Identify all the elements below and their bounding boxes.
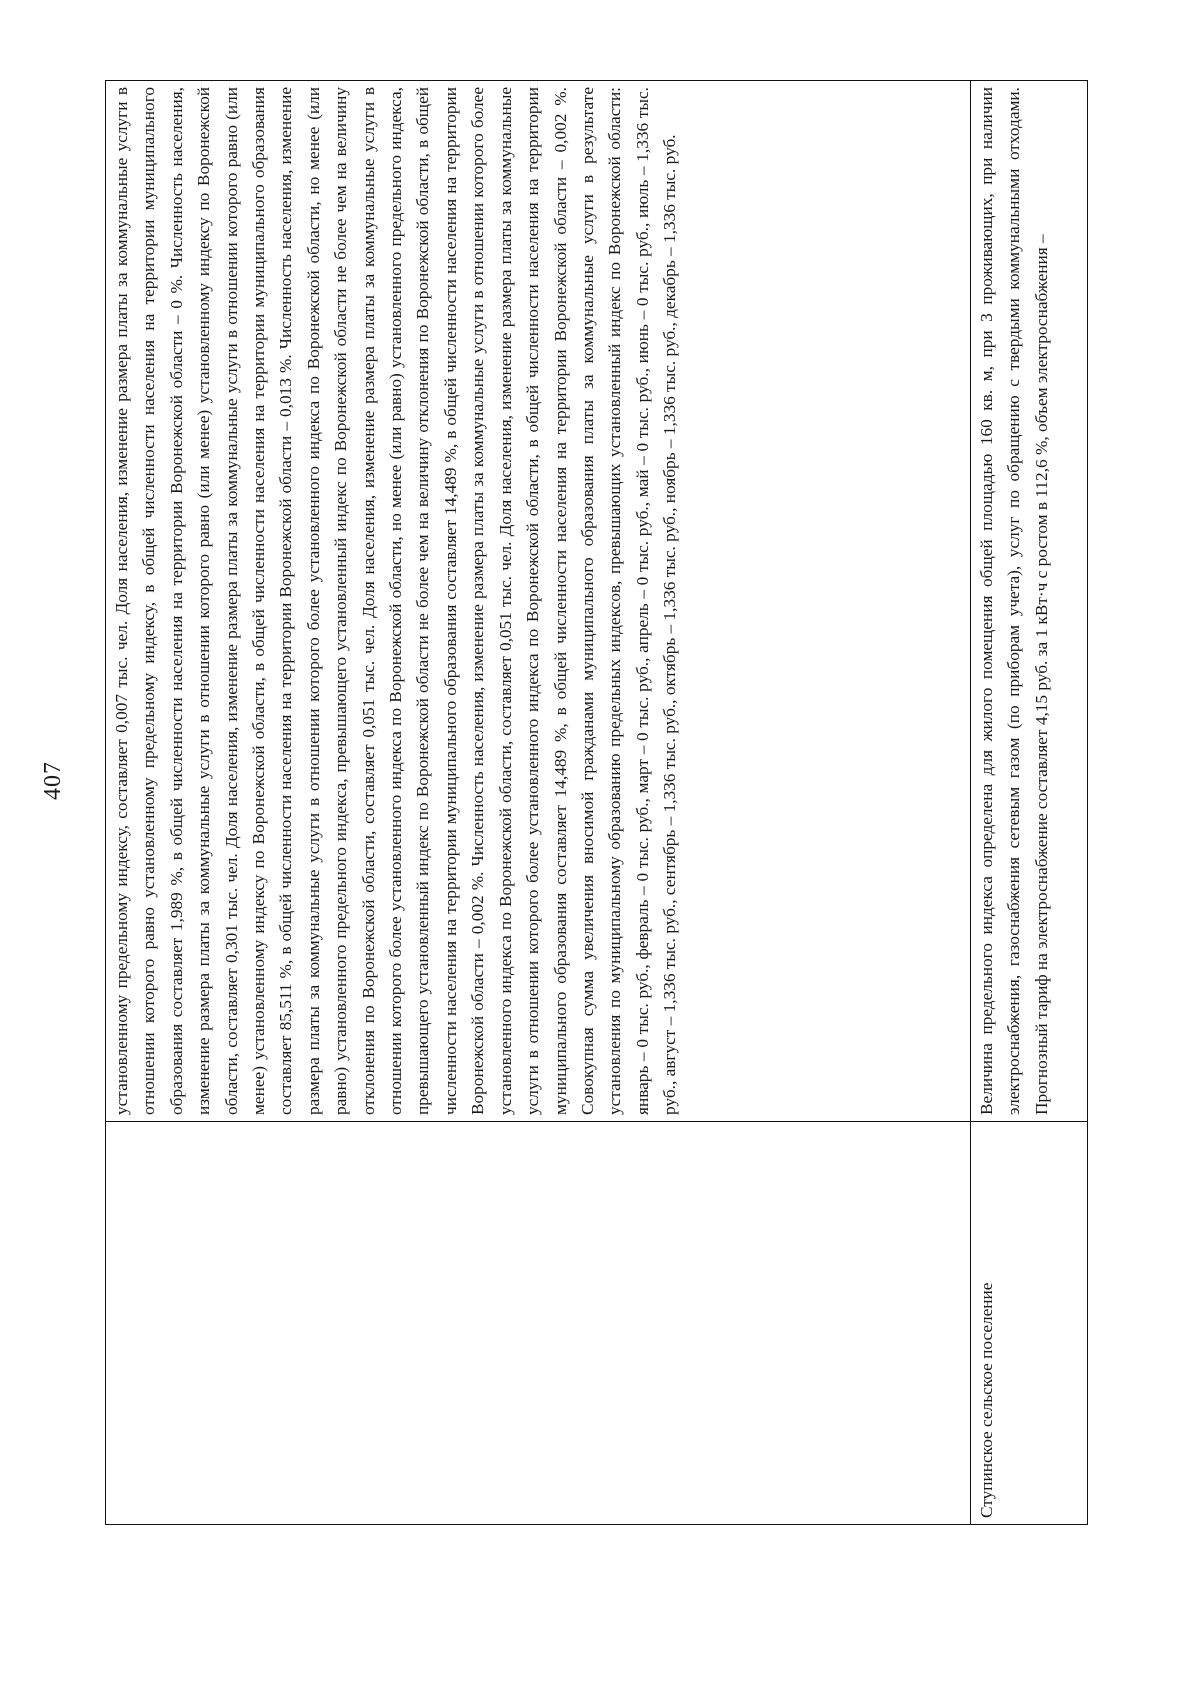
table-row [971,81,1088,1525]
description-text: Величина предельного индекса определена для жилого помещения общей площадью 160 кв. м, при 3 проживающих, при наличии электроснабжения, газоснабжения сетевым газом (по приборам учета), услуг по обращению с твердыми коммунальными отходами. Прогнозный тариф на электроснабжение составляет 4,15 руб. за 1 кВт·ч с ростом в 112,6 %, объем электроснабжения – [977,87,1051,1115]
page-number: 407 [40,761,66,800]
municipality-name: Ступинское сельское поселение [977,1282,996,1518]
table-row [106,81,971,1525]
description-text: установленному предельному индексу, составляет 0,007 тыс. чел. Доля населения, изменение размера платы за коммунальные услуги в отношении которого равно установленному предельному индексу, в общей численности населения на территории муниципального образования составляет 1,989 %, в общей численности населения на территории Воронежской области – 0 %. Численность населения, изменение размера платы за коммунальные услуги в отношении которого равно (или менее) установленному индексу по Воронежской области, составляет 0,301 тыс. чел. Доля населения, изменение размера платы за коммунальные услуги в отношении которого равно (или менее) установленному индексу по Воронежской области, в общей численности населения на территории муниципального образования составляет 85,511 %, в общей численности населения на территории Воронежской области – 0,013 %. Численность населения, изменение размера платы за коммунальные услуги в отношении которого более установленного индекса по Воронежской области, но менее (или равно) установленного предельного индекса, превышающего установленный индекс по Воронежской области не более чем на величину отклонения по Воронежской области, составляет 0,051 тыс. чел. Доля населения, изменение размера платы за коммунальные услуги в отношении которого более установленного индекса по Воронежской области, но менее (или равно) установленного предельного индекса, превышающего установленный индекс по Воронежской области не более чем на величину отклонения по Воронежской области, в общей численности населения на территории муниципального образования составляет 14,489 %, в общей численности населения на территории Воронежской области – 0,002 %. Численность населения, изменение размера платы за коммунальные услуги в отношении которого более установленного индекса по Воронежской области, составляет 0,051 тыс. чел. Доля населения, изменение размера платы за коммунальные услуги в отношении которого более установленного индекса по Воронежской области, в общей численности населения на территории муниципального образования составляет 14,489 %, в общей численности населения на территории Воронежской области – 0,002 %. Совокупная сумма увеличения вносимой гражданами муниципального образования платы за коммунальные услуги в результате установления по муниципальному образованию предельных индексов, превышающих установленный индекс по Воронежской области: январь – 0 тыс. руб., февраль – 0 тыс. руб., март – 0 тыс. руб., апрель – 0 тыс. руб., май – 0 тыс. руб., июнь – 0 тыс. руб., июль – 1,336 тыс. руб., август – 1,336 тыс. руб., сентябрь – 1,336 тыс. руб., октябрь – 1,336 тыс. руб., ноябрь – 1,336 тыс. руб., декабрь – 1,336 тыс. руб. [112,87,680,1115]
document-table [105,80,1088,1525]
rotated-table-frame [105,80,1080,1525]
municipality-name-cell [106,1122,971,1525]
municipality-name-cell [971,1122,1088,1525]
description-cell [971,81,1088,1122]
description-cell [106,81,971,1122]
